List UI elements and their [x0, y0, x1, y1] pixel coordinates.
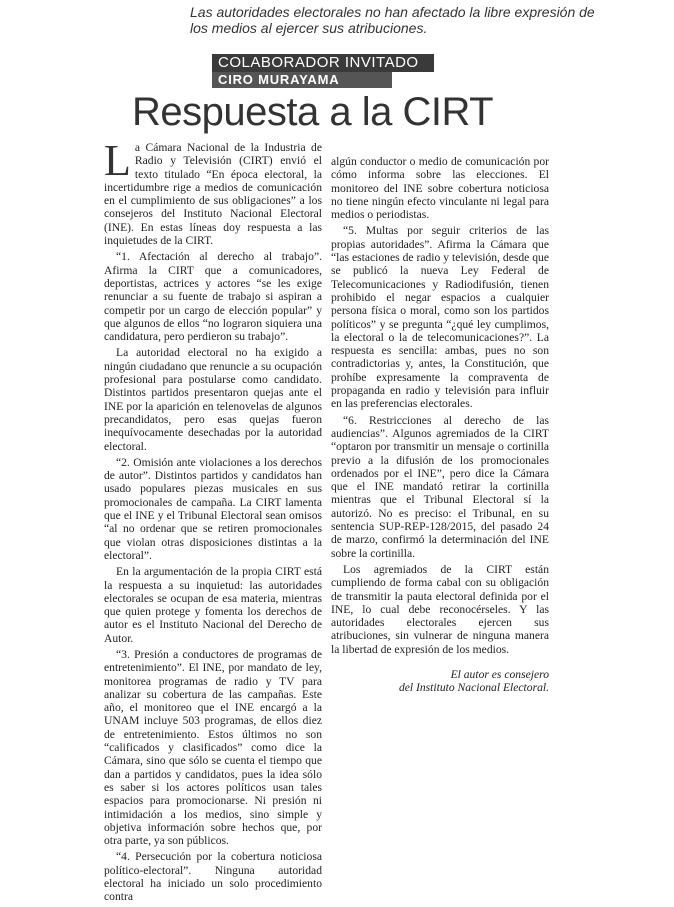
headline: Respuesta a la CIRT	[132, 90, 494, 134]
paragraph-text: a Cámara Nacional de la Industria de Radio y Televisión (CIRT) envió el texto titulado “En época electoral, la incertidumbre rige a medios de comunicación en el cumplimiento de sus obligaciones” a los consejeros del Instituto Nacional Electoral (INE). En estas líneas doy respuesta a las inquietudes de la CIRT.	[104, 141, 322, 248]
article-paragraph: “4. Persecución por la cobertura noticiosa político-electoral”. Ninguna autoridad electoral ha iniciado un solo procedimiento contra	[104, 850, 322, 904]
author-signoff	[331, 668, 549, 695]
article-deck: Las autoridades electorales no han afectado la libre expresión de los medios al ejercer sus atribuciones.	[190, 4, 595, 36]
article-paragraph: Los agremiados de la CIRT están cumpliendo de forma cabal con su obligación de transmitir la pauta electoral definida por el INE, lo cual debe reconocérseles. Y las autoridades electorales ejercen sus atribuciones, sin vulnerar de ninguna manera la libertad de expresión de los medios.	[331, 562, 549, 656]
article-paragraph: La autoridad electoral no ha exigido a ningún ciudadano que renuncie a su ocupación profesional para postularse como candidato. Distintos partidos presentaron quejas ante el INE por la aparición en telenovelas de algunos precandidatos, pero esas quejas fueron inequívocamente desechadas por la autoridad electoral.	[104, 346, 322, 453]
drop-cap: L	[104, 136, 131, 185]
author-name: CIRO MURAYAMA	[212, 72, 392, 88]
article-paragraph: algún conductor o medio de comunicación por cómo informa sobre las elecciones. El monitoreo del INE sobre cobertura noticiosa no tiene ningún efecto vinculante ni legal para medios o periodistas.	[331, 155, 549, 222]
signoff-line: El autor es consejero	[450, 667, 549, 681]
signoff-line: del Instituto Nacional Electoral.	[398, 681, 549, 695]
article-paragraph: “1. Afectación al derecho al trabajo”. Afirma la CIRT que a comunicadores, deportistas, actrices y actores “se les exige renunciar a su fuente de trabajo si aspiran a competir por un cargo de elección popular” y que algunos de ellos “no lograron siquiera una candidatura, pero perdieron su trabajo”.	[104, 250, 322, 344]
article-paragraph	[104, 136, 322, 248]
article-paragraph: “5. Multas por seguir criterios de las propias autoridades”. Afirma la Cámara que “las estaciones de radio y televisión, desde que se publicó la nueva Ley Federal de Telecomunicaciones y Radiodifusión, tienen prohibido el negar espacios a cualquier persona física o moral, como son los partidos políticos” y se pregunta “¿qué ley cumplimos, la electoral o la de telecomunicaciones?”. La respuesta es sencilla: ambas, pues no son contradictorias y, antes, la Constitución, que prohíbe expresamente la compraventa de propaganda en radio y televisión para influir en las preferencias electorales.	[331, 224, 549, 411]
section-label: COLABORADOR INVITADO	[212, 54, 434, 72]
article-column-right	[331, 155, 549, 695]
article-paragraph: “2. Omisión ante violaciones a los derechos de autor”. Distintos partidos y candidatos han usado populares piezas musicales en sus promocionales de campaña. La CIRT lamenta que el INE y el Tribunal Electoral sean omisos “al no ordenar que se retiren promocionales que violan otras disposiciones distintas a la electoral”.	[104, 455, 322, 562]
article-paragraph: “6. Restricciones al derecho de las audiencias”. Algunos agremiados de la CIRT “optaron por transmitir un mensaje o cortinilla previo a la difusión de los promocionales ordenados por el INE”, pero dice la Cámara que el INE mandató retirar la cortinilla mientras que el Tribunal Electoral sí la autorizó. No es preciso: el Tribunal, en su sentencia SUP-REP-128/2015, del pasado 24 de marzo, confirmó la determinación del INE sobre la cortinilla.	[331, 413, 549, 560]
article-paragraph: En la argumentación de la propia CIRT está la respuesta a su inquietud: las autoridades electorales se ocupan de esa materia, mientras que quien protege y fomenta los derechos de autor es el Instituto Nacional del Derecho de Autor.	[104, 565, 322, 645]
article-column-left	[104, 136, 322, 907]
article-paragraph: “3. Presión a conductores de programas de entretenimiento”. El INE, por mandato de ley, monitorea programas de radio y TV para analizar su cobertura de las campañas. Este año, el monitoreo que el INE encargó a la UNAM incluye 503 programas, de ellos diez de entretenimiento. Estos últimos no son “calificados y clasificados” como dice la Cámara, sino que sólo se cuenta el tiempo que dan a partidos y candidatos, pues la idea sólo es saber si los actores políticos usan tales espacios para promocionarse. Ni presión ni intimidación a los medios, sino simple y objetiva información sobre hechos que, por otra parte, ya son públicos.	[104, 647, 322, 848]
